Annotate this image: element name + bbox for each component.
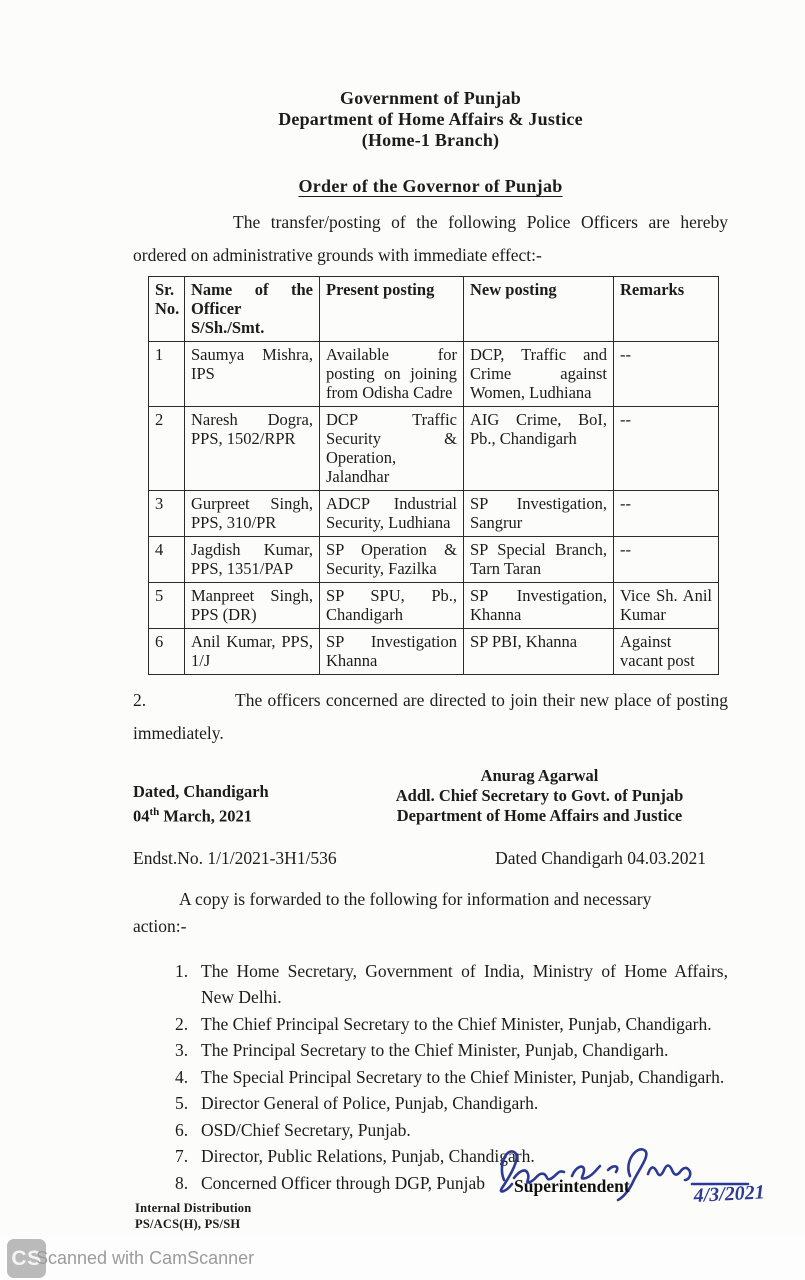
col-header-present-posting: Present posting	[320, 277, 464, 342]
list-item-text: Director General of Police, Punjab, Chandigarh.	[201, 1093, 539, 1113]
endorsement-row	[133, 848, 728, 869]
table-row	[149, 407, 719, 491]
cell-new-posting: SP Special Branch, Tarn Taran	[464, 537, 614, 583]
cell-new-posting: SP Investigation, Khanna	[464, 583, 614, 629]
signatory-title-2: Department of Home Affairs and Justice	[396, 806, 683, 825]
list-item	[175, 1090, 728, 1117]
list-item-text: The Principal Secretary to the Chief Minister, Punjab, Chandigarh.	[201, 1040, 669, 1060]
table-row	[149, 537, 719, 583]
col-header-sr-no: Sr. No.	[149, 277, 185, 342]
cell-remarks: --	[614, 537, 719, 583]
order-title-wrap	[133, 176, 728, 197]
camscanner-footer	[0, 1238, 805, 1280]
superintendent-label: Superintendent	[514, 1176, 630, 1196]
cell-remarks: Against vacant post	[614, 629, 719, 675]
cell-sr: 3	[149, 491, 185, 537]
internal-distribution	[135, 1200, 251, 1232]
cell-present-posting: SP Investigation Khanna	[320, 629, 464, 675]
signature-area	[488, 1136, 778, 1208]
cell-name: Jagdish Kumar, PPS, 1351/PAP	[185, 537, 320, 583]
list-item-text: The Chief Principal Secretary to the Chief Minister, Punjab, Chandigarh.	[201, 1013, 712, 1034]
col-header-remarks: Remarks	[614, 277, 719, 342]
list-item	[175, 1037, 728, 1064]
col-header-new-posting: New posting	[464, 277, 614, 342]
signatory-title-1: Addl. Chief Secretary to Govt. of Punjab	[395, 786, 684, 805]
col-header-name: Name of the Officer S/Sh./Smt.	[185, 277, 320, 342]
cell-name: Naresh Dogra, PPS, 1502/RPR	[185, 407, 320, 491]
list-item-number: 8.	[175, 1172, 189, 1193]
table-row	[149, 342, 719, 407]
dateline-place: Dated, Chandigarh	[133, 781, 269, 801]
table-row	[149, 629, 719, 675]
signatory-name: Anurag Agarwal	[480, 766, 599, 785]
cell-remarks: Vice Sh. Anil Kumar	[614, 583, 719, 629]
internal-distribution-title: Internal Distribution	[135, 1201, 252, 1215]
signatory	[351, 766, 728, 826]
cell-name: Manpreet Singh, PPS (DR)	[185, 583, 320, 629]
dateline-date: 04th March, 2021	[133, 805, 253, 825]
cell-sr: 1	[149, 342, 185, 407]
cell-sr: 4	[149, 537, 185, 583]
list-item-text: The Special Principal Secretary to the Chief Minister, Punjab, Chandigarh.	[201, 1066, 725, 1087]
date-ordinal: th	[149, 805, 160, 818]
transfer-posting-table	[148, 276, 719, 675]
signature-handwritten-date: 4/3/2021	[693, 1181, 766, 1207]
table-header-row	[149, 277, 719, 342]
cell-sr: 5	[149, 583, 185, 629]
list-item-number: 6.	[175, 1119, 189, 1140]
list-item-number: 4.	[175, 1066, 189, 1087]
paragraph-2-number: 2.	[133, 690, 147, 710]
list-item	[175, 1064, 728, 1091]
list-item-number: 3.	[175, 1040, 189, 1060]
cell-new-posting: AIG Crime, BoI, Pb., Chandigarh	[464, 407, 614, 491]
list-item-number: 1.	[175, 960, 189, 981]
signature-handwritten-icon	[488, 1136, 778, 1208]
cell-remarks: --	[614, 491, 719, 537]
document-content	[133, 0, 728, 1196]
dateline	[133, 782, 351, 827]
header-government: Government of Punjab	[340, 88, 521, 108]
list-item	[175, 958, 728, 1011]
camscanner-watermark-text: Scanned with CamScanner	[36, 1248, 255, 1268]
signatory-block	[133, 766, 728, 826]
document-header	[133, 88, 728, 151]
cell-present-posting: ADCP Industrial Security, Ludhiana	[320, 491, 464, 537]
cell-name: Saumya Mishra, IPS	[185, 342, 320, 407]
list-item-text: Director, Public Relations, Punjab, Chandigarh.	[201, 1146, 535, 1166]
paragraph-2-text: The officers concerned are directed to join their new place of posting immediately.	[133, 690, 728, 743]
table-row	[149, 583, 719, 629]
cell-new-posting: DCP, Traffic and Crime against Women, Ludhiana	[464, 342, 614, 407]
copy-forward-paragraph: A copy is forwarded to the following for information and necessary action:-	[133, 886, 728, 940]
paragraph-2	[133, 684, 728, 750]
cell-present-posting: DCP Traffic Security & Operation, Jalandhar	[320, 407, 464, 491]
cell-present-posting: SP SPU, Pb., Chandigarh	[320, 583, 464, 629]
cell-name: Gurpreet Singh, PPS, 310/PR	[185, 491, 320, 537]
cell-remarks: --	[614, 342, 719, 407]
cell-sr: 6	[149, 629, 185, 675]
list-item-number: 5.	[175, 1093, 189, 1113]
cell-new-posting: SP PBI, Khanna	[464, 629, 614, 675]
cell-present-posting: Available for posting on joining from Odisha Cadre	[320, 342, 464, 407]
endorsement-number: Endst.No. 1/1/2021-3H1/536	[133, 848, 337, 868]
cell-name: Anil Kumar, PPS, 1/J	[185, 629, 320, 675]
list-item-text: The Home Secretary, Government of India, Ministry of Home Affairs, New Delhi.	[201, 960, 728, 1007]
copy-forward-action: action:-	[133, 916, 187, 936]
cell-present-posting: SP Operation & Security, Fazilka	[320, 537, 464, 583]
camscanner-badge-icon: CS	[7, 1239, 46, 1278]
header-department: Department of Home Affairs & Justice	[278, 109, 583, 129]
internal-distribution-line: PS/ACS(H), PS/SH	[135, 1217, 241, 1231]
intro-paragraph: The transfer/posting of the following Police Officers are hereby ordered on administrative grounds with immediate effect:-	[133, 212, 728, 265]
list-item-number: 7.	[175, 1146, 189, 1166]
list-item-text: Concerned Officer through DGP, Punjab	[201, 1172, 485, 1193]
list-item	[175, 1011, 728, 1038]
cell-new-posting: SP Investigation, Sangrur	[464, 491, 614, 537]
list-item-number: 2.	[175, 1013, 189, 1034]
header-branch: (Home-1 Branch)	[361, 130, 500, 150]
order-title: Order of the Governor of Punjab	[298, 176, 563, 196]
cell-sr: 2	[149, 407, 185, 491]
list-item-text: OSD/Chief Secretary, Punjab.	[201, 1119, 411, 1140]
cell-remarks: --	[614, 407, 719, 491]
table-row	[149, 491, 719, 537]
endorsement-date: Dated Chandigarh 04.03.2021	[495, 848, 706, 868]
